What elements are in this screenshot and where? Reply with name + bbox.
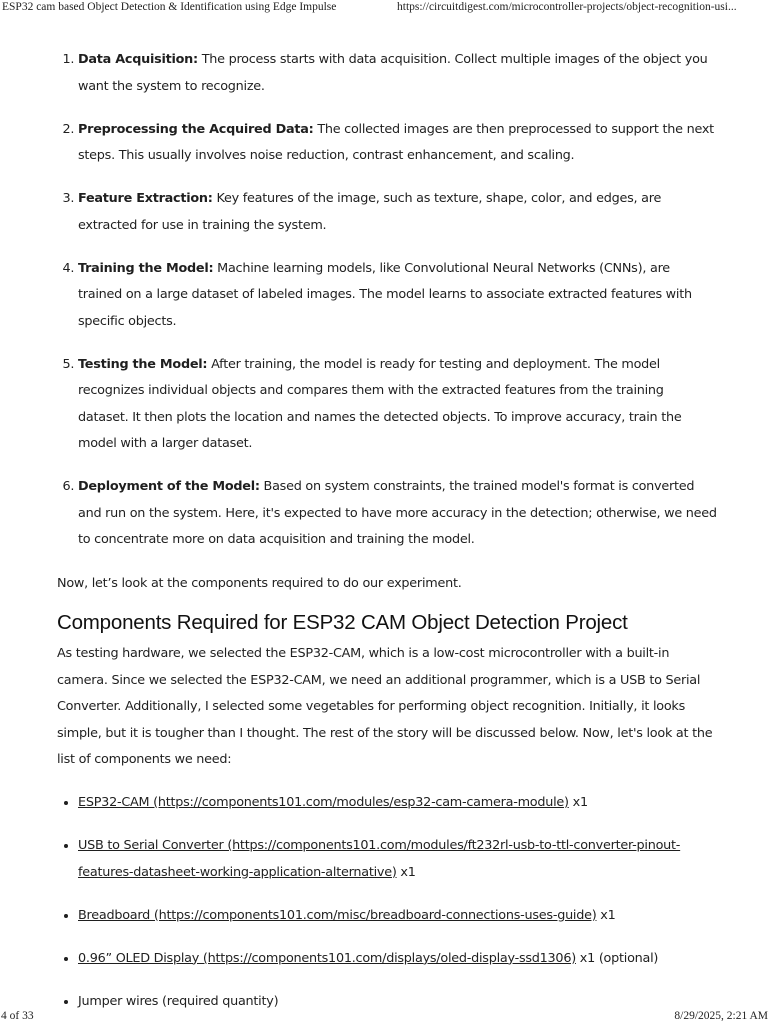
component-quantity: x1: [596, 907, 616, 923]
step-label: Testing the Model:: [78, 356, 208, 372]
list-item: [78, 474, 717, 554]
step-label: Deployment of the Model:: [78, 479, 260, 495]
article-content: [57, 47, 717, 1032]
step-text: Machine learning models, like Convolutional Neural Networks (CNNs), are trained on a large dataset of labeled images. The model learns to associate extracted features with specific objects.: [78, 260, 692, 329]
section-heading: Components Required for ESP32 CAM Object Detection Project: [57, 611, 628, 635]
step-label: Training the Model:: [78, 260, 214, 276]
component-link[interactable]: Breadboard (https://components101.com/misc/breadboard-connections-uses-guide): [78, 907, 597, 923]
list-item: [78, 47, 717, 100]
step-text: Based on system constraints, the trained model's format is converted and run on the system. Here, it's expected to have more accuracy in the detection; otherwise, we need to concentrate more on data acquisition and training the model.: [78, 479, 717, 548]
list-item: [78, 946, 717, 973]
list-item: [78, 117, 717, 170]
component-quantity: x1 (optional): [575, 950, 659, 966]
component-quantity: x1: [396, 864, 416, 880]
print-footer: [0, 1010, 768, 1024]
section-paragraph: As testing hardware, we selected the ESP32-CAM, which is a low-cost microcontroller with a built-in camera. Since we selected the ESP32-CAM, we need an additional programmer, which is a USB to Serial Converter. Additionally, I selected some vegetables for performing object recognition. Initially, it looks simple, but it is tougher than I thought. The rest of the story will be discussed below. Now, let's look at the list of components we need:: [57, 646, 713, 768]
component-link[interactable]: USB to Serial Converter (https://components101.com/modules/ft232rl-usb-to-ttl-converter-pinout-features-datasheet-working-application-alternative): [78, 838, 681, 880]
component-link[interactable]: 0.96” OLED Display (https://components101.com/displays/oled-display-ssd1306): [78, 950, 576, 966]
step-text: The process starts with data acquisition. Collect multiple images of the object you want the system to recognize.: [78, 52, 708, 94]
list-item: [78, 903, 717, 930]
step-label: Data Acquisition:: [78, 52, 198, 67]
list-item: [78, 186, 717, 239]
component-link[interactable]: ESP32-CAM (https://components101.com/modules/esp32-cam-camera-module): [78, 794, 569, 810]
page-number: 4 of 33: [1, 1010, 34, 1022]
components-intro: Now, let’s look at the components required to do our experiment.: [57, 575, 462, 591]
list-item: [78, 790, 717, 817]
step-label: Preprocessing the Acquired Data:: [78, 121, 314, 137]
component-quantity: x1: [568, 794, 588, 810]
component-text: Jumper wires (required quantity): [78, 993, 279, 1009]
step-text: Key features of the image, such as texture, shape, color, and edges, are extracted for use in training the system.: [78, 191, 662, 233]
page-url: https://circuitdigest.com/microcontroller-projects/object-recognition-usi...: [397, 1, 737, 13]
list-item: [78, 833, 717, 886]
print-header: [0, 0, 768, 16]
page-title: ESP32 cam based Object Detection & Identification using Edge Impulse: [2, 1, 337, 13]
step-label: Feature Extraction:: [78, 191, 213, 207]
step-text: After training, the model is ready for testing and deployment. The model recognizes individual objects and compares them with the extracted features from the training dataset. It then plots the location and names the detected objects. To improve accuracy, train the model with a larger dataset.: [78, 356, 682, 452]
print-datetime: 8/29/2025, 2:21 AM: [674, 1010, 768, 1022]
step-text: The collected images are then preprocessed to support the next steps. This usually involves noise reduction, contrast enhancement, and scaling.: [78, 121, 714, 164]
process-steps-list: [57, 47, 717, 554]
list-item: [78, 256, 717, 336]
components-list: [57, 790, 717, 1015]
list-item: [78, 352, 717, 458]
